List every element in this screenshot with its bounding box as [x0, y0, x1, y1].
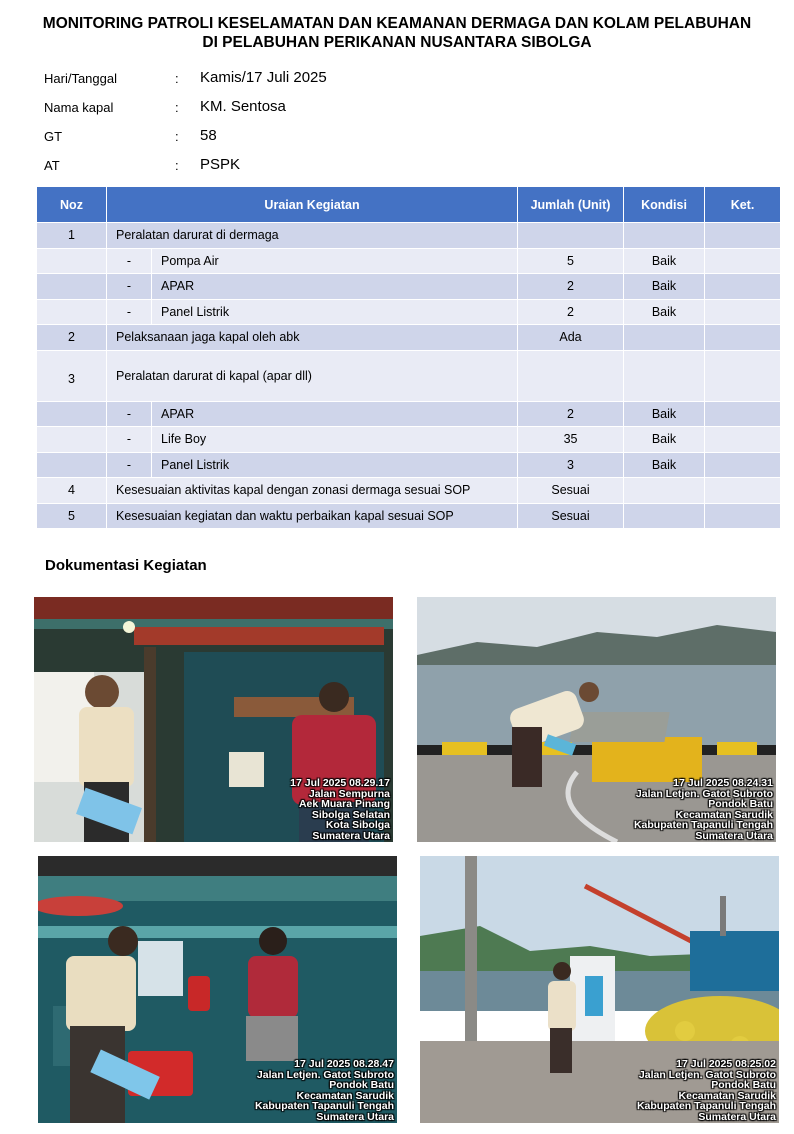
info-label: Nama kapal	[44, 100, 114, 115]
cell-kondisi: Baik	[624, 401, 705, 427]
stamp-line: Jalan Letjen. Gatot Subroto	[638, 1068, 776, 1081]
stamp-line: Aek Muara Pinang	[298, 798, 390, 810]
stamp-line: Sumatera Utara	[695, 829, 773, 842]
header-ket: Ket.	[705, 187, 781, 223]
cell-uraian: Pelaksanaan jaga kapal oleh abk	[107, 325, 518, 351]
stamp-line: Pondok Batu	[711, 1079, 776, 1091]
cell-no	[37, 401, 107, 427]
info-colon: :	[175, 129, 179, 144]
stamp-line: Kecamatan Sarudik	[675, 808, 773, 821]
cell-jumlah	[518, 223, 624, 249]
cell-item: Pompa Air	[152, 248, 518, 274]
stamp-line: 17 Jul 2025 08.28.47	[294, 1058, 394, 1070]
stamp-line: 17 Jul 2025 08.24.31	[673, 777, 773, 789]
cell-dash: -	[107, 427, 152, 453]
cell-jumlah: Ada	[518, 325, 624, 351]
cell-ket	[705, 223, 781, 249]
info-block	[44, 66, 544, 182]
cell-kondisi: Baik	[624, 248, 705, 274]
info-label: Hari/Tanggal	[44, 71, 117, 86]
cell-no	[37, 427, 107, 453]
cell-dash: -	[107, 299, 152, 325]
cell-kondisi	[624, 223, 705, 249]
cell-no: 4	[37, 478, 107, 504]
cell-jumlah: Sesuai	[518, 503, 624, 529]
stamp-line: Jalan Letjen. Gatot Subroto	[256, 1068, 394, 1081]
info-value: 58	[200, 127, 217, 144]
title-line-1: MONITORING PATROLI KESELAMATAN DAN KEAMANAN DERMAGA DAN KOLAM PELABUHAN	[42, 15, 752, 32]
stamp-line: Kabupaten Tapanuli Tengah	[254, 1100, 394, 1112]
header-kondisi: Kondisi	[624, 187, 705, 223]
cell-item: Panel Listrik	[152, 299, 518, 325]
title-line-2: DI PELABUHAN PERIKANAN NUSANTARA SIBOLGA	[202, 34, 592, 51]
info-colon: :	[175, 100, 179, 115]
stamp-line: Sumatera Utara	[316, 1110, 394, 1123]
cell-kondisi: Baik	[624, 274, 705, 300]
info-value: Kamis/17 Juli 2025	[200, 69, 327, 86]
stamp-line: Jalan Letjen. Gatot Subroto	[635, 787, 773, 800]
cell-ket	[705, 350, 781, 401]
header-jumlah: Jumlah (Unit)	[518, 187, 624, 223]
table-row	[37, 325, 781, 351]
stamp-line: Pondok Batu	[708, 798, 773, 810]
photo-stamp	[637, 1059, 776, 1122]
stamp-line: Jalan Sempurna	[308, 787, 390, 800]
cell-kondisi: Baik	[624, 452, 705, 478]
table-row	[37, 427, 781, 453]
photo-cabin-inspection	[34, 597, 393, 842]
cell-no: 5	[37, 503, 107, 529]
table-header-row	[37, 187, 781, 223]
stamp-line: Pondok Batu	[329, 1079, 394, 1091]
info-row-at	[44, 153, 544, 182]
cell-item: Panel Listrik	[152, 452, 518, 478]
cell-item: APAR	[152, 274, 518, 300]
table-row	[37, 478, 781, 504]
cell-no	[37, 299, 107, 325]
photo-stamp	[290, 778, 390, 841]
cell-no	[37, 248, 107, 274]
cell-kondisi	[624, 350, 705, 401]
cell-jumlah: 2	[518, 401, 624, 427]
cell-uraian: Peralatan darurat di kapal (apar dll)	[107, 350, 518, 401]
cell-uraian: Kesesuaian kegiatan dan waktu perbaikan kapal sesuai SOP	[107, 503, 518, 529]
cell-ket	[705, 452, 781, 478]
cell-jumlah: 2	[518, 274, 624, 300]
table-row	[37, 452, 781, 478]
cell-jumlah: 5	[518, 248, 624, 274]
stamp-line: 17 Jul 2025 08.29.17	[290, 777, 390, 789]
table-row	[37, 248, 781, 274]
stamp-line: Kabupaten Tapanuli Tengah	[633, 819, 773, 831]
cell-dash: -	[107, 248, 152, 274]
info-colon: :	[175, 158, 179, 173]
cell-no	[37, 274, 107, 300]
stamp-line: Sumatera Utara	[698, 1110, 776, 1123]
cell-no: 1	[37, 223, 107, 249]
table-row	[37, 350, 781, 401]
table-row	[37, 274, 781, 300]
cell-ket	[705, 478, 781, 504]
info-row-gt	[44, 124, 544, 153]
cell-dash: -	[107, 274, 152, 300]
info-value: PSPK	[200, 156, 241, 173]
info-row-date	[44, 66, 544, 95]
info-colon: :	[175, 71, 179, 86]
cell-kondisi	[624, 325, 705, 351]
stamp-line: Kota Sibolga	[325, 819, 390, 831]
photo-dock-pump	[417, 597, 776, 842]
cell-ket	[705, 299, 781, 325]
header-no: Noz	[37, 187, 107, 223]
cell-ket	[705, 248, 781, 274]
cell-no: 2	[37, 325, 107, 351]
cell-no	[37, 452, 107, 478]
cell-ket	[705, 427, 781, 453]
stamp-line: Kecamatan Sarudik	[296, 1089, 394, 1102]
stamp-line: Kabupaten Tapanuli Tengah	[636, 1100, 776, 1112]
info-label: AT	[44, 158, 60, 173]
info-value: KM. Sentosa	[200, 98, 286, 115]
cell-ket	[705, 325, 781, 351]
cell-kondisi	[624, 503, 705, 529]
cell-jumlah: Sesuai	[518, 478, 624, 504]
documentation-heading: Dokumentasi Kegiatan	[45, 557, 207, 574]
stamp-line: 17 Jul 2025 08.25.02	[676, 1058, 776, 1070]
cell-uraian: Kesesuaian aktivitas kapal dengan zonasi dermaga sesuai SOP	[107, 478, 518, 504]
cell-no: 3	[37, 350, 107, 401]
cell-jumlah: 35	[518, 427, 624, 453]
cell-item: Life Boy	[152, 427, 518, 453]
header-uraian: Uraian Kegiatan	[107, 187, 518, 223]
stamp-line: Sumatera Utara	[312, 829, 390, 842]
stamp-line: Kecamatan Sarudik	[678, 1089, 776, 1102]
photo-stamp	[634, 778, 773, 841]
cell-jumlah: 2	[518, 299, 624, 325]
cell-jumlah: 3	[518, 452, 624, 478]
cell-kondisi: Baik	[624, 299, 705, 325]
cell-uraian: Peralatan darurat di dermaga	[107, 223, 518, 249]
cell-jumlah	[518, 350, 624, 401]
cell-kondisi	[624, 478, 705, 504]
cell-dash: -	[107, 452, 152, 478]
table-row	[37, 299, 781, 325]
info-label: GT	[44, 129, 63, 144]
cell-dash: -	[107, 401, 152, 427]
photo-stamp	[255, 1059, 394, 1122]
cell-ket	[705, 274, 781, 300]
document-title	[0, 14, 794, 52]
table-row	[37, 503, 781, 529]
photo-ship-deck	[38, 856, 397, 1123]
cell-ket	[705, 401, 781, 427]
table-row	[37, 223, 781, 249]
photo-electric-panel	[420, 856, 779, 1123]
cell-ket	[705, 503, 781, 529]
activity-table	[36, 186, 781, 529]
table-row	[37, 401, 781, 427]
cell-kondisi: Baik	[624, 427, 705, 453]
stamp-line: Sibolga Selatan	[311, 808, 390, 821]
cell-item: APAR	[152, 401, 518, 427]
info-row-ship	[44, 95, 544, 124]
